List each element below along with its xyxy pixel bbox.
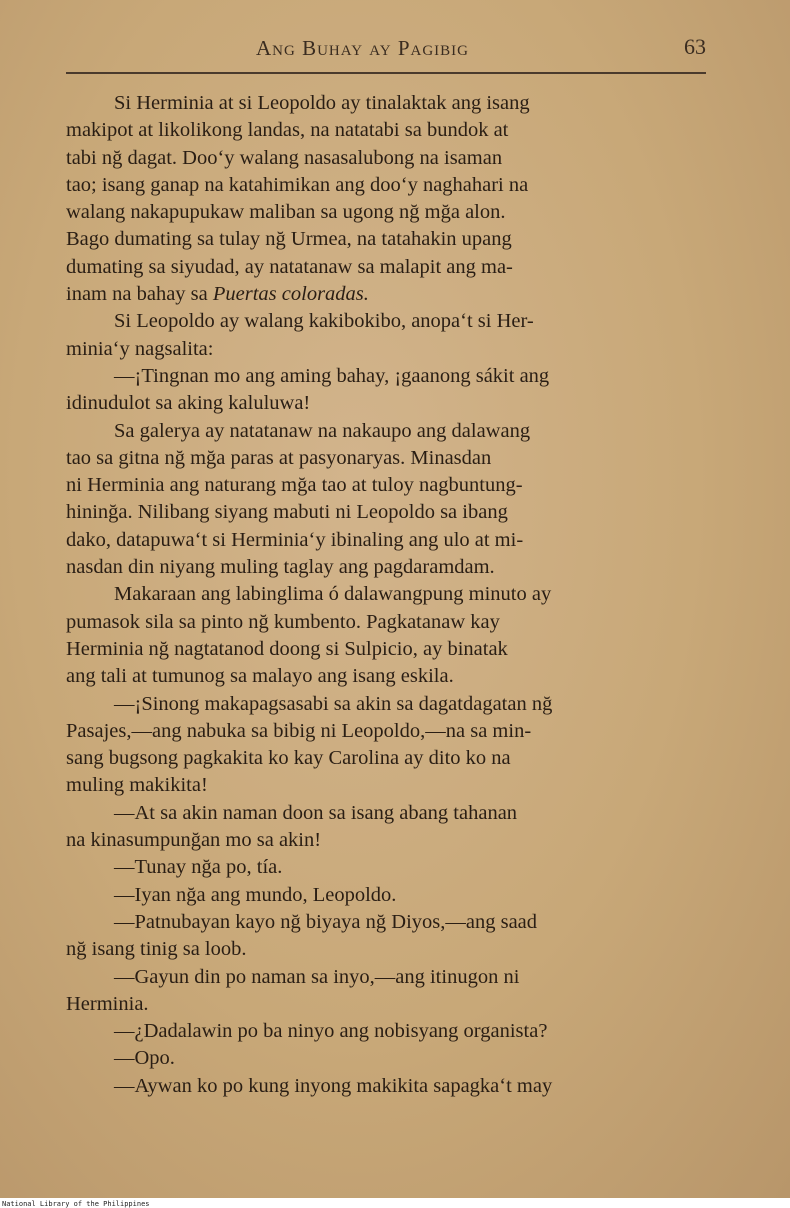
text-line: pumasok sila sa pinto nğ kumbento. Pagkatanaw kay — [66, 610, 500, 633]
text-line: tao sa gitna nğ mğa paras at pasyonaryas. Minasdan — [66, 446, 492, 469]
paragraph — [66, 308, 708, 363]
paragraph — [66, 800, 708, 855]
text-line: —Tunay nğa po, tía. — [114, 856, 283, 879]
body-text — [66, 90, 708, 1100]
text-line: Herminia nğ nagtatanod doong si Sulpicio, ay binatak — [66, 637, 508, 660]
header-rule — [66, 72, 706, 74]
paragraph — [66, 1073, 708, 1100]
text-line: Pasajes,—ang nabuka sa bibig ni Leopoldo,—na sa min- — [66, 719, 532, 742]
text-line: dako, datapuwa‘t si Herminia‘y ibinaling ang ulo at mi- — [66, 528, 524, 551]
paragraph — [66, 1045, 708, 1072]
text-line: muling makikita! — [66, 774, 208, 797]
text-line: minia‘y nagsalita: — [66, 337, 214, 360]
paragraph — [66, 882, 708, 909]
text-line: nğ isang tinig sa loob. — [66, 938, 247, 961]
text-line: —¡Tingnan mo ang aming bahay, ¡gaanong sákit ang — [114, 364, 550, 387]
text-line: tao; isang ganap na katahimikan ang doo‘y naghahari na — [66, 173, 529, 196]
text-line: nasdan din niyang muling taglay ang pagdaramdam. — [66, 556, 495, 579]
page-header — [70, 30, 710, 66]
text-line: Sa galerya ay natatanaw na nakaupo ang dalawang — [114, 419, 531, 442]
text-line: —Gayun din po naman sa inyo,—ang itinugon ni — [114, 965, 520, 988]
text-line: —Iyan nğa ang mundo, Leopoldo. — [114, 883, 397, 906]
page-number: 63 — [684, 34, 706, 59]
text-line: —Opo. — [114, 1047, 175, 1070]
text-line: —Aywan ko po kung inyong makikita sapagka‘t may — [114, 1074, 553, 1097]
text-line: ang tali at tumunog sa malayo ang isang eskila. — [66, 665, 454, 688]
paragraph — [66, 691, 708, 800]
text-line: —At sa akin naman doon sa isang abang tahanan — [114, 801, 518, 824]
text-line: sang bugsong pagkakita ko kay Carolina ay dito ko na — [66, 747, 511, 770]
paragraph — [66, 1018, 708, 1045]
text-line: makipot at likolikong landas, na natatabi sa bundok at — [66, 119, 509, 142]
text-line: ni Herminia ang naturang mğa tao at tuloy nagbuntung- — [66, 474, 523, 497]
paragraph — [66, 909, 708, 964]
text-line: walang nakapupukaw maliban sa ugong nğ mğa alon. — [66, 201, 506, 224]
paragraph — [66, 90, 708, 308]
text-line: —¿Dadalawin po ba ninyo ang nobisyang organista? — [114, 1020, 548, 1043]
text-line: Si Leopoldo ay walang kakibokibo, anopa‘t si Her- — [114, 310, 534, 333]
italic-place-name: Puertas coloradas. — [212, 283, 369, 306]
text-line: Herminia. — [66, 992, 149, 1015]
text-line: —Patnubayan kayo nğ biyaya nğ Diyos,—ang saad — [114, 910, 538, 933]
paragraph — [66, 964, 708, 1019]
text-line: Bago dumating sa tulay nğ Urmea, na tatahakin upang — [66, 228, 512, 251]
paragraph — [66, 418, 708, 582]
running-title: Ang Buhay ay Pagibig — [256, 36, 470, 60]
text-line: —¡Sinong makapagsasabi sa akin sa dagatdagatan nğ — [114, 692, 553, 715]
text-line: dumating sa siyudad, ay natatanaw sa malapit ang ma- — [66, 255, 513, 278]
text-line: tabi nğ dagat. Doo‘y walang nasasalubong na isaman — [66, 146, 503, 169]
library-credit: National Library of the Philippines — [2, 1200, 150, 1208]
text-line: inam na bahay sa — [66, 283, 213, 306]
text-line: Makaraan ang labinglima ó dalawangpung minuto ay — [114, 583, 552, 606]
paragraph — [66, 581, 708, 690]
paragraph — [66, 363, 708, 418]
text-line: Si Herminia at si Leopoldo ay tinalaktak ang isang — [114, 92, 530, 114]
paragraph — [66, 854, 708, 881]
text-line: idinudulot sa aking kaluluwa! — [66, 392, 311, 415]
text-line: hininğa. Nilibang siyang mabuti ni Leopoldo sa ibang — [66, 501, 508, 524]
text-line: na kinasumpunğan mo sa akin! — [66, 829, 322, 852]
